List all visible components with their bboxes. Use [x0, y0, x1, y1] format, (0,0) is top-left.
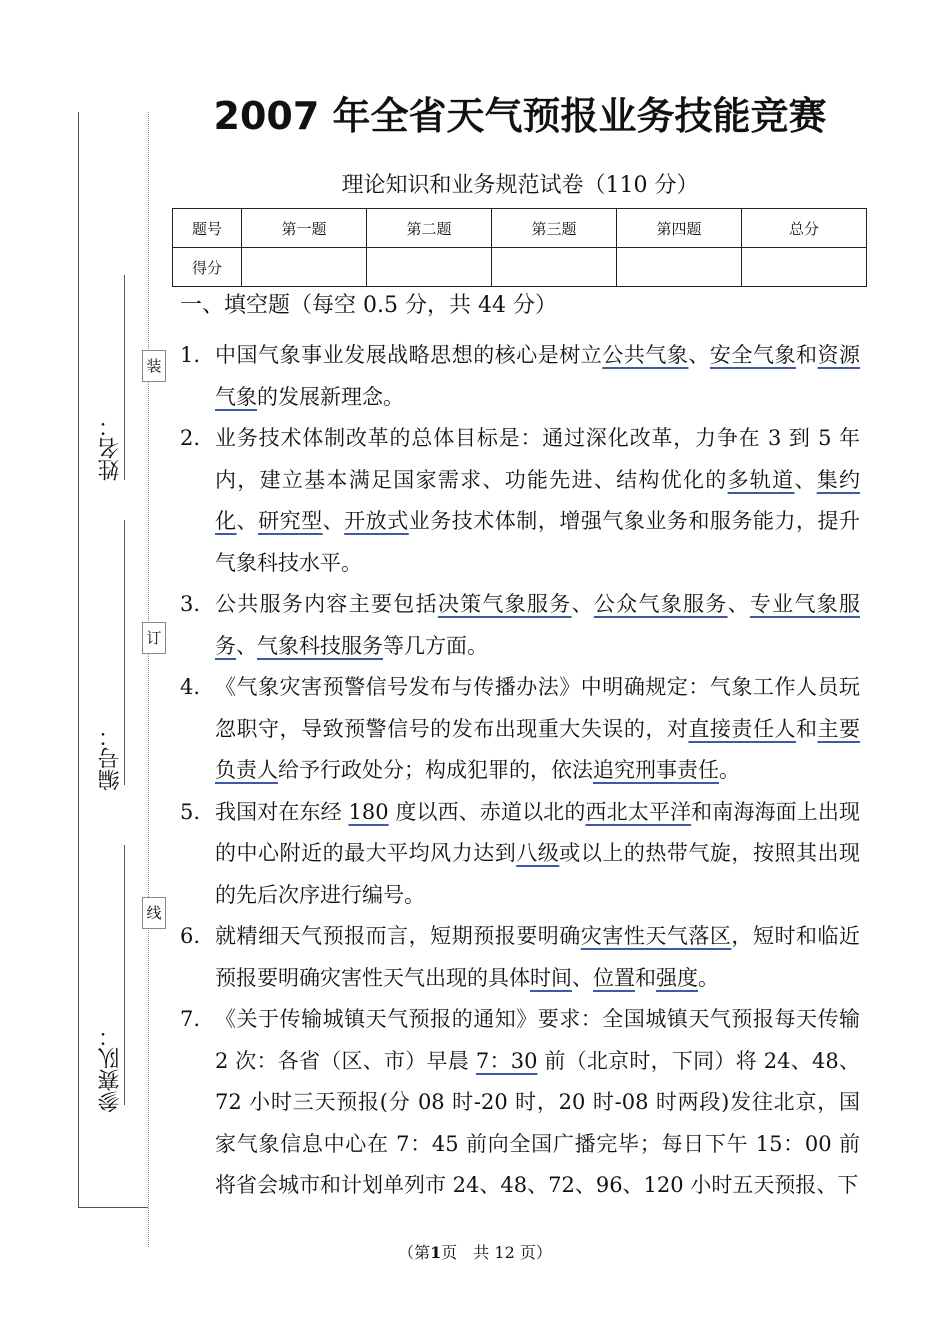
question-number: 5. — [180, 799, 201, 824]
score-cell — [367, 248, 492, 287]
question-text-segment: 《气象灾害预警信号发布与传播办法》中明确规定：气象工作人员玩忽职守，导致预警信号的发布出现重大失误的，对 — [215, 675, 860, 741]
page-footer — [0, 1240, 950, 1263]
answer-blank: 公共气象 — [602, 343, 689, 367]
question-text-segment: 我国对在东经 — [215, 799, 349, 824]
question-text-segment: 业务技术体制改革的总体目标是：通过深化改革，力争在 3 到 5 年内，建立基本满足国家需求、功能先进、结构优化的 — [215, 426, 860, 492]
question-text-segment: 等几方面。 — [383, 633, 488, 658]
score-table-header-row — [173, 209, 867, 248]
question-item — [180, 792, 860, 917]
question-text-segment: 前（北京时，下同）将 24、48、72 小时三天预报(分 08 时-20 时，20 时-08 时两段)发往北京，国家气象信息中心在 7：45 前向全国广播完毕；每日下午 15：00 前将省会城市和计划单列市 24、48、72、96、120 小时五天预报、下 — [215, 1048, 860, 1197]
answer-blank: 多轨道 — [727, 467, 795, 492]
question-text-segment: 、 — [322, 509, 345, 533]
question-number: 3. — [180, 592, 201, 616]
answer-blank: 180 — [348, 799, 389, 824]
answer-blank: 八级 — [516, 841, 560, 865]
section-heading: 一、填空题（每空 0.5 分，共 44 分） — [180, 293, 557, 318]
header-cell: 总分 — [742, 209, 867, 248]
question-text-segment: 、 — [727, 592, 750, 616]
question-text-segment: 。 — [719, 758, 740, 782]
footer-suffix: 页 共 12 页） — [441, 1243, 552, 1262]
question-text — [215, 667, 860, 792]
question-item — [180, 335, 860, 418]
question-number: 4. — [180, 675, 201, 699]
question-text-segment: 的发展新理念。 — [257, 384, 404, 409]
question-text-segment: 《关于传输城镇天气预报的通知》要求：全国城镇天气预报每天传输 2 次：各省（区、市）早晨 — [215, 1007, 860, 1073]
answer-blank: 时间 — [530, 965, 572, 990]
question-text-segment: 中国气象事业发展战略思想的核心是树立 — [215, 343, 603, 367]
question-item — [180, 999, 860, 1207]
question-text — [215, 999, 860, 1207]
header-cell: 第一题 — [242, 209, 367, 248]
answer-blank: 气象科技服务 — [257, 633, 383, 658]
answer-blank: 开放式 — [344, 509, 409, 533]
question-item — [180, 584, 860, 667]
row-label-cell: 得分 — [173, 248, 242, 287]
score-cell — [242, 248, 367, 287]
question-text-segment: 。 — [698, 965, 719, 990]
question-item — [180, 916, 860, 999]
question-list — [180, 335, 860, 1207]
binding-mark-xian: 线 — [142, 897, 166, 929]
score-table — [172, 208, 867, 287]
binding-dotted-line — [148, 112, 149, 1247]
answer-blank: 决策气象服务 — [437, 592, 572, 616]
question-item — [180, 418, 860, 584]
score-cell — [617, 248, 742, 287]
answer-blank: 主要负责人 — [215, 716, 861, 782]
question-text — [215, 335, 860, 418]
answer-blank: 资源气象 — [215, 343, 861, 409]
answer-blank: 专业气象服务 — [215, 592, 861, 658]
question-text-segment: 公共服务内容主要包括 — [215, 592, 438, 616]
team-field-label: 参赛队： — [98, 1025, 123, 1113]
score-cell — [492, 248, 617, 287]
question-text-segment: ，短时和临近预报要明确灾害性天气出现的具体 — [215, 924, 861, 990]
question-text-segment: 和南海海面上出现的中心附近的最大平均风力达到 — [215, 799, 860, 865]
question-text-segment: 、 — [236, 633, 257, 658]
page-subtitle: 理论知识和业务规范试卷（110 分） — [341, 173, 699, 198]
answer-blank: 强度 — [656, 965, 698, 990]
question-text-segment: 、 — [572, 965, 593, 990]
number-field-label: 编号： — [98, 725, 123, 791]
question-text-segment: 和 — [795, 716, 818, 741]
answer-blank: 研究型 — [258, 509, 323, 533]
question-text-segment: 就精细天气预报而言，短期预报要明确 — [215, 924, 581, 948]
header-cell: 第三题 — [492, 209, 617, 248]
question-number: 6. — [180, 924, 201, 948]
question-text — [215, 418, 860, 584]
question-text-segment: 、 — [236, 509, 259, 533]
answer-blank: 7：30 — [475, 1048, 538, 1073]
footer-prefix: （第 — [398, 1243, 431, 1262]
binding-mark-ding: 订 — [142, 622, 166, 654]
question-text-segment: 或以上的热带气旋，按照其出现的先后次序进行编号。 — [215, 841, 861, 907]
question-item — [180, 667, 860, 792]
question-text-segment: 、 — [794, 467, 817, 492]
question-text-segment: 和 — [635, 965, 656, 990]
answer-blank: 灾害性天气落区 — [580, 924, 732, 948]
question-text-segment: 度以西、赤道以北的 — [388, 799, 586, 824]
question-text-segment: 给予行政处分；构成犯罪的，依法 — [278, 758, 593, 782]
header-cell: 第二题 — [367, 209, 492, 248]
question-number: 1. — [180, 343, 201, 367]
answer-blank: 公众气象服务 — [593, 592, 728, 616]
score-table-score-row — [173, 248, 867, 287]
question-text-segment: 和 — [796, 343, 818, 367]
margin-bottom-line — [78, 1207, 148, 1208]
answer-blank: 西北太平洋 — [585, 799, 692, 824]
question-number: 7. — [180, 1007, 201, 1031]
page-title: 2007 年全省天气预报业务技能竞赛 — [213, 94, 827, 138]
answer-blank: 集约化 — [215, 467, 861, 533]
answer-blank: 安全气象 — [709, 343, 796, 367]
question-text-segment: 业务技术体制，增强气象业务和服务能力，提升气象科技水平。 — [215, 509, 861, 575]
footer-page-number: 1 — [430, 1243, 442, 1262]
name-field-label: 姓名： — [98, 415, 123, 481]
header-cell: 第四题 — [617, 209, 742, 248]
question-text-segment: 、 — [688, 343, 710, 367]
score-cell — [742, 248, 867, 287]
margin-line-1 — [78, 112, 79, 1207]
question-text — [215, 916, 860, 999]
question-number: 2. — [180, 426, 201, 450]
answer-blank: 直接责任人 — [688, 716, 796, 741]
header-cell: 题号 — [173, 209, 242, 248]
answer-blank: 追究刑事责任 — [593, 758, 719, 782]
answer-blank: 位置 — [593, 965, 635, 990]
question-text — [215, 792, 860, 917]
question-text — [215, 584, 860, 667]
binding-mark-zhuang: 装 — [142, 350, 166, 382]
question-text-segment: 、 — [571, 592, 594, 616]
